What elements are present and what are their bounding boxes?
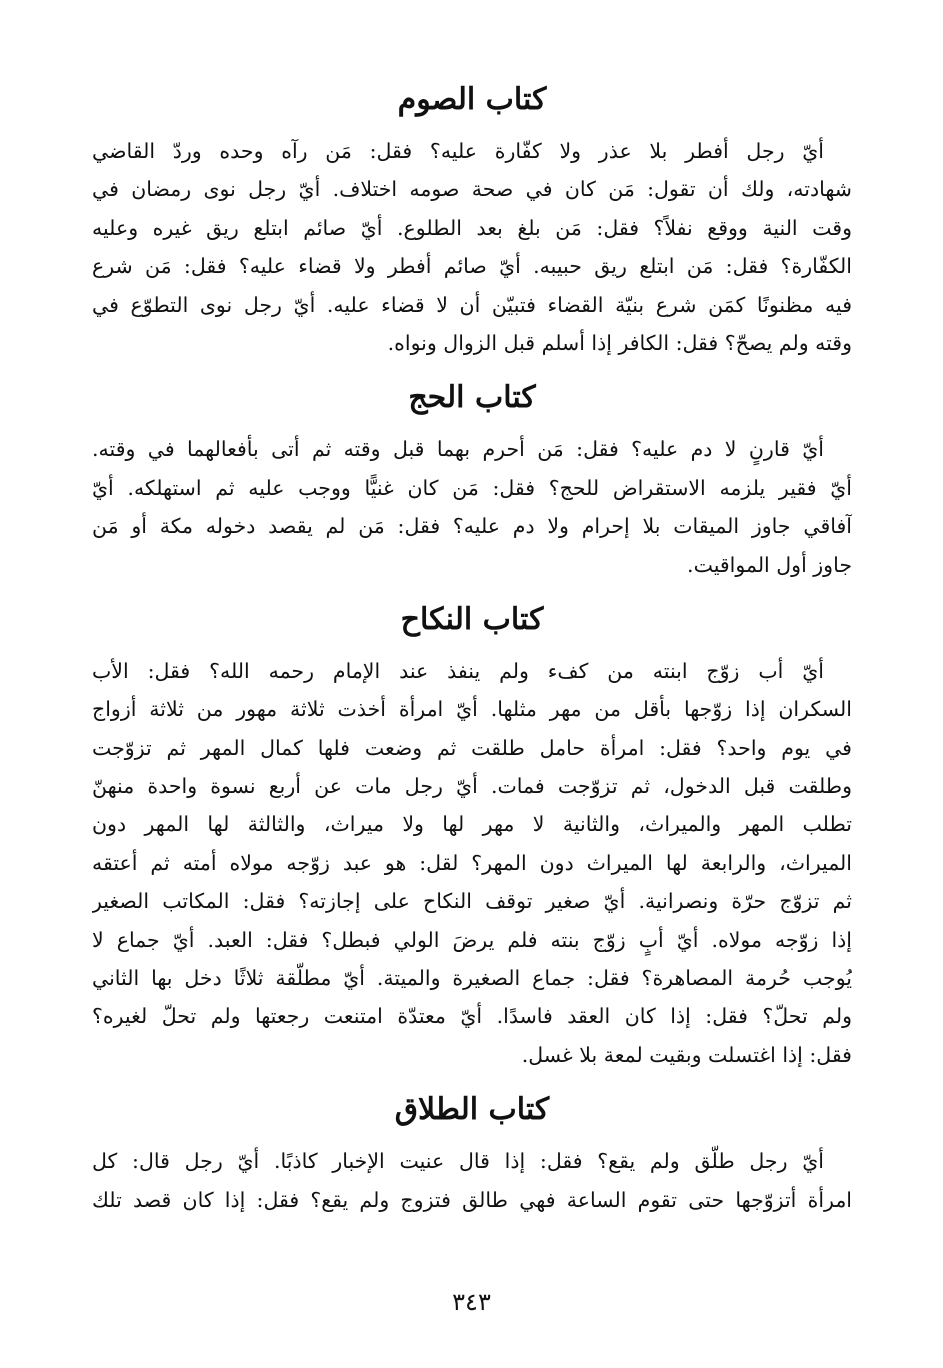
text-line: السكران إذا زوّجها بأقل من مهر مثلها. أيّ امرأة أخذت ثلاثة مهور من ثلاثة أزواج: [92, 697, 852, 722]
text-line: ثم تزوّج حرّة ونصرانية. أيّ صغير توقف النكاح على إجازته؟ فقل: المكاتب الصغير: [92, 889, 852, 914]
text-line: ولم تحلّ؟ فقل: إذا كان العقد فاسدًا. أيّ معتدّة امتنعت رجعتها ولم تحلّ لغيره؟: [92, 1004, 852, 1029]
section-fasting: [92, 78, 852, 362]
section-title: كتاب الطلاق: [394, 1092, 550, 1128]
text-line: آفاقي جاوز الميقات بلا إحرام ولا دم عليه؟ فقل: مَن لم يقصد دخوله مكة أو مَن: [92, 514, 852, 539]
section-hajj: [92, 376, 852, 584]
text-line: وقت النية ووقع نفلاً؟ فقل: مَن بلغ بعد الطلوع. أيّ صائم ابتلع ريق غيره وعليه: [92, 215, 852, 240]
text-line: شهادته، ولك أن تقول: مَن كان في صحة صومه اختلاف. أيّ رجل نوى رمضان في: [92, 177, 852, 202]
text-line: أيّ رجل أفطر بلا عذر ولا كفّارة عليه؟ فقل: مَن رآه وحده وردّ القاضي: [92, 139, 824, 163]
page-body: [92, 78, 852, 1219]
text-line: أيّ أب زوّج ابنته من كفء ولم ينفذ عند الإمام رحمه الله؟ فقل: الأب: [92, 658, 824, 683]
section-title: كتاب الصوم: [397, 82, 547, 117]
section-divorce: [92, 1088, 852, 1219]
section-title: كتاب النكاح: [400, 601, 544, 637]
text-line: جاوز أول المواقيت.: [687, 552, 852, 577]
section-marriage: [92, 598, 852, 1074]
text-line: في يوم واحد؟ فقل: امرأة حامل طلقت ثم وضعت فلها كمال المهر ثم تزوّجت: [92, 735, 852, 760]
text-line: الكفّارة؟ فقل: مَن ابتلع ريق حبيبه. أيّ صائم أفطر ولا قضاء عليه؟ فقل: مَن شرع: [92, 254, 852, 279]
text-line: تطلب المهر والميراث، والثانية لا مهر لها ولا ميراث، والثالثة لها المهر دون: [92, 812, 852, 837]
text-line: يُوجب حُرمة المصاهرة؟ فقل: جماع الصغيرة والميتة. أيّ مطلّقة ثلاثًا دخل بها الثاني: [92, 966, 852, 991]
text-line: وطلقت قبل الدخول، ثم تزوّجت فمات. أيّ رجل مات عن أربع نسوة واحدة منهنّ: [92, 774, 852, 799]
page-number: ٣٤٣: [452, 1288, 491, 1316]
text-line: فيه مظنونًا كمَن شرع بنيّة القضاء فتبيّن أن لا قضاء عليه. أيّ رجل نوى التطوّع في: [92, 292, 852, 317]
text-line: فقل: إذا اغتسلت وبقيت لمعة بلا غسل.: [521, 1042, 852, 1067]
text-line: أيّ رجل طلّق ولم يقع؟ فقل: إذا قال عنيت الإخبار كاذبًا. أيّ رجل قال: كل: [92, 1149, 824, 1174]
section-title: كتاب الحج: [408, 380, 536, 416]
text-line: أيّ قارنٍ لا دم عليه؟ فقل: مَن أحرم بهما قبل وقته ثم أتى بأفعالهما في وقته.: [92, 437, 824, 462]
text-line: امرأة أتزوّجها حتى تقوم الساعة فهي طالق فتزوج ولم يقع؟ فقل: إذا كان قصد تلك: [92, 1187, 852, 1212]
text-line: الميراث، والرابعة لها الميراث دون المهر؟ لقل: هو عبد زوّجه مولاه أمته ثم أعتقه: [92, 850, 852, 875]
text-line: إذا زوّجه مولاه. أيّ أبٍ زوّج بنته فلم يرضَ الولي فبطل؟ فقل: العبد. أيّ جماع لا: [92, 927, 852, 952]
text-line: وقته ولم يصحّ؟ فقل: الكافر إذا أسلم قبل الزوال ونواه.: [387, 330, 852, 355]
text-line: أيّ فقير يلزمه الاستقراض للحج؟ فقل: مَن كان غنيًّا ووجب عليه ثم استهلكه. أيّ: [92, 475, 852, 500]
